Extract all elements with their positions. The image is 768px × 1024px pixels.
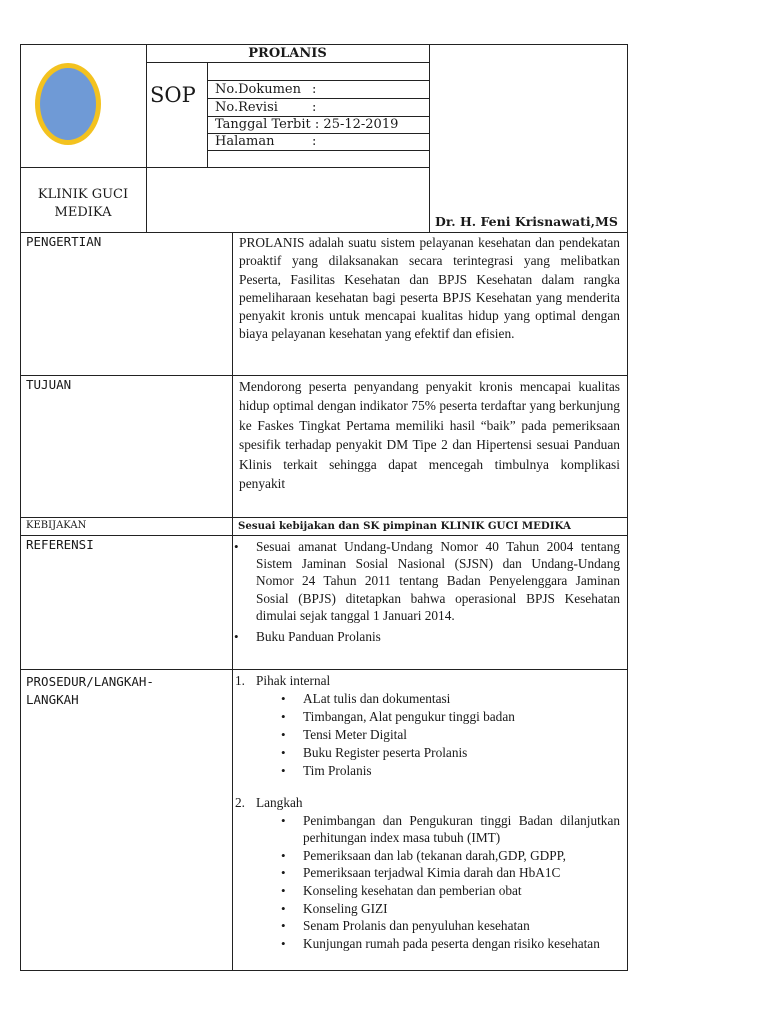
list-item — [303, 864, 620, 882]
clinic-name-line1: KLINIK GUCI — [37, 187, 129, 202]
field-label: No.Revisi — [215, 100, 278, 115]
list-item-text: Senam Prolanis dan penyuluhan kesehatan — [303, 918, 530, 934]
group-number: 2. — [235, 795, 245, 810]
clinic-logo — [32, 60, 104, 148]
kebijakan-label: KEBIJAKAN — [26, 520, 87, 531]
prosedur-group-1 — [235, 672, 623, 780]
list-item — [303, 917, 620, 935]
field-label: Tanggal Terbit — [215, 117, 311, 132]
referensi-label: REFERENSI — [26, 537, 94, 552]
list-item — [303, 744, 623, 762]
group-heading — [235, 794, 623, 812]
list-item-text: Timbangan, Alat pengukur tinggi badan — [303, 709, 515, 724]
list-item-text: Sesuai amanat Undang-Undang Nomor 40 Tahun 2004 tentang Sistem Jaminan Sosial Nasional (SJSN) dan Undang-Undang Nomor 24 Tahun 2011 tentang Badan Penyelenggara Jaminan Sosial (BPJS) ditetapkan bahwa operasional BPJS Kesehatan dimulai sejak tanggal 1 Januari 2014. — [256, 539, 620, 623]
list-item-text: Tim Prolanis — [303, 763, 372, 778]
sop-label: SOP — [150, 83, 196, 107]
list-item-text: Buku Panduan Prolanis — [256, 629, 381, 645]
list-item — [256, 628, 620, 645]
list-item-text: Pemeriksaan terjadwal Kimia darah dan HbA1C — [303, 865, 561, 881]
pengertian-text: PROLANIS adalah suatu sistem pelayanan kesehatan dan pendekatan proaktif yang dilaksanakan secara terintegrasi yang melibatkan Peserta, Fasilitas Kesehatan dan BPJS Kesehatan dalam rangka pemeliharaan kesehatan bagi peserta BPJS Kesehatan yang menderita penyakit kronis untuk mencapai kualitas hidup yang optimal dengan biaya pelayanan kesehatan yang efektif dan efisien. — [239, 235, 620, 342]
group-number: 1. — [235, 673, 245, 688]
list-item-text: Kunjungan rumah pada peserta dengan risiko kesehatan — [303, 935, 600, 951]
list-item-text: Tensi Meter Digital — [303, 727, 407, 742]
group-heading — [235, 672, 623, 690]
field-value: 25-12-2019 — [323, 117, 399, 132]
field-separator: : — [314, 117, 320, 132]
kebijakan-text: Sesuai kebijakan dan SK pimpinan KLINIK GUCI MEDIKA — [238, 520, 571, 532]
referensi-list — [256, 538, 620, 645]
list-item-text: Buku Register peserta Prolanis — [303, 745, 468, 760]
list-item — [303, 935, 620, 953]
list-item-text: ALat tulis dan dokumentasi — [303, 691, 451, 706]
signatory-name: Dr. H. Feni Krisnawati,MS — [435, 214, 618, 229]
field-label: Halaman — [215, 134, 275, 149]
list-item — [303, 900, 620, 918]
prosedur-label-line2: LANGKAH — [26, 692, 79, 707]
list-item — [303, 708, 623, 726]
field-row — [215, 99, 316, 116]
list-item — [303, 812, 620, 847]
clinic-name-line2: MEDIKA — [54, 205, 112, 220]
list-item — [256, 538, 620, 624]
list-item — [303, 762, 623, 780]
list-item — [303, 726, 623, 744]
prosedur-label — [26, 673, 154, 709]
prosedur-group-2 — [235, 794, 623, 952]
tujuan-text: Mendorong peserta penyandang penyakit kronis mencapai kualitas hidup optimal dengan indikator 75% peserta terdaftar yang berkunjung ke Faskes Tingkat Pertama memiliki hasil “baik” pada pemeriksaan spesifik terhadap penyakit DM Tipe 2 dan Hipertensi sesuai Panduan Klinis terkait sehingga dapat mencegah timbulnya komplikasi penyakit — [239, 379, 620, 492]
list-item — [303, 847, 620, 865]
field-row — [215, 133, 316, 150]
list-item-text: Pemeriksaan dan lab (tekanan darah,GDP, GDPP, — [303, 847, 566, 863]
field-separator: : — [312, 100, 317, 115]
group-items — [303, 690, 623, 780]
tujuan-label: TUJUAN — [26, 377, 72, 392]
group-items — [303, 812, 620, 953]
field-row — [215, 116, 398, 133]
document-title: PROLANIS — [248, 46, 327, 61]
list-item-text: Konseling GIZI — [303, 900, 388, 916]
prosedur-label-line1: PROSEDUR/LANGKAH- — [26, 674, 154, 689]
field-label: No.Dokumen — [215, 82, 301, 97]
list-item-text: Penimbangan dan Pengukuran tinggi Badan dilanjutkan perhitungan index masa tubuh (IMT) — [303, 812, 620, 846]
list-item — [303, 882, 620, 900]
list-item-text: Konseling kesehatan dan pemberian obat — [303, 882, 522, 898]
field-separator: : — [312, 82, 317, 97]
group-title: Pihak internal — [256, 673, 331, 688]
group-title: Langkah — [256, 795, 303, 810]
logo-fill — [40, 68, 96, 140]
pengertian-label: PENGERTIAN — [26, 234, 102, 249]
clinic-name — [20, 186, 146, 222]
field-separator: : — [312, 134, 317, 149]
list-item — [303, 690, 623, 708]
field-row — [215, 81, 316, 98]
